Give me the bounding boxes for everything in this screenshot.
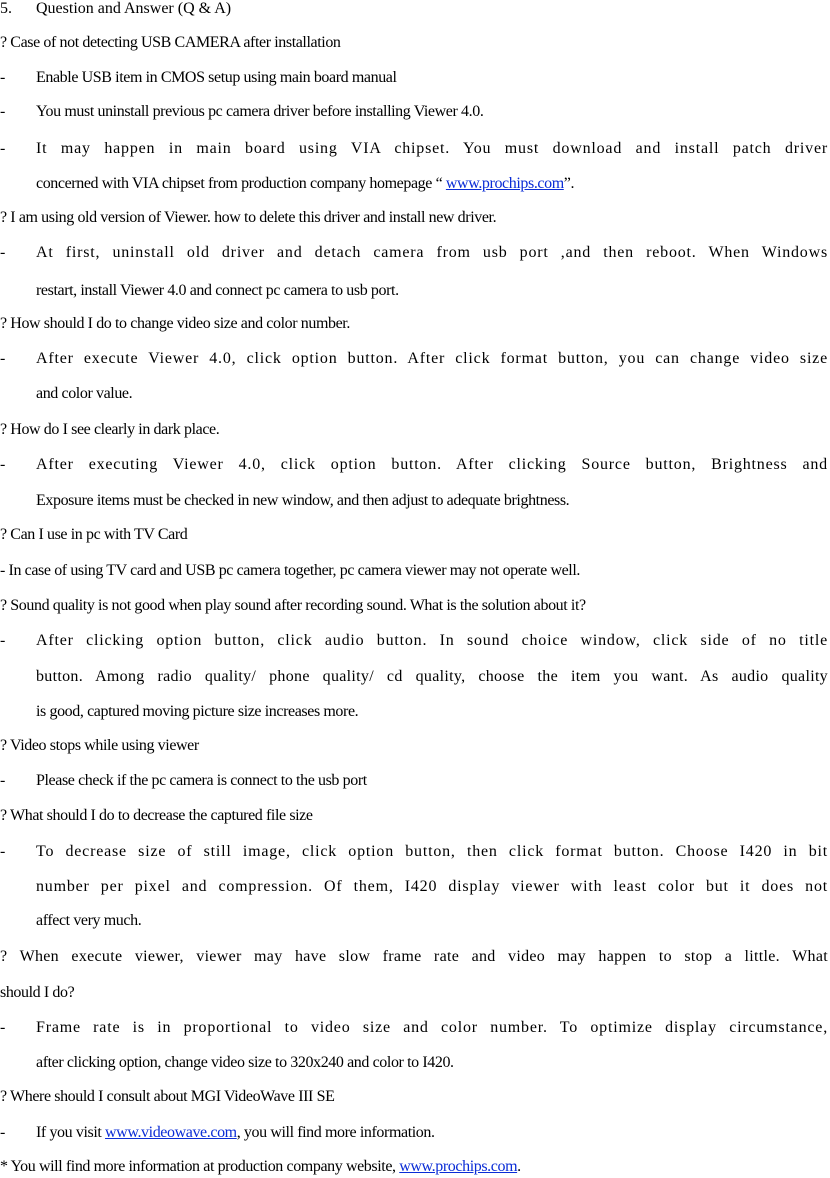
question-decrease-file-size: ? What should I do to decrease the captured file size <box>0 807 313 824</box>
answer-text: is good, captured moving picture size increases more. <box>36 703 359 720</box>
answer-text: Frame rate is in proportional to video size and color number. To optimize display circumstance, <box>36 1019 828 1036</box>
answer-text-part: concerned with VIA chipset from production company homepage “ <box>36 175 446 192</box>
answer-text: Exposure items must be checked in new window, and then adjust to adequate brightness. <box>36 492 570 509</box>
answer-text: and color value. <box>36 385 133 402</box>
answer-text: Please check if the pc camera is connect to the usb port <box>36 772 367 789</box>
question-delete-old-driver: ? I am using old version of Viewer. how to delete this driver and install new driver. <box>0 209 497 226</box>
answer-text-part: If you visit <box>36 1124 106 1141</box>
answer-tv-card: - In case of using TV card and USB pc camera together, pc camera viewer may not operate well. <box>0 562 580 579</box>
answer-text: It may happen in main board using VIA chipset. You must download and install patch driver <box>36 140 828 157</box>
section-heading <box>0 0 231 18</box>
footer-text-end: . <box>517 1158 521 1175</box>
section-number: 5. <box>0 0 12 17</box>
question-slow-frame-rate-cont: should I do? <box>0 984 75 1001</box>
dash-marker: - <box>0 632 6 649</box>
answer-text <box>36 1124 828 1142</box>
question-sound-quality: ? Sound quality is not good when play sound after recording sound. What is the solution about it? <box>0 597 586 614</box>
answer-text: Enable USB item in CMOS setup using main board manual <box>36 69 397 86</box>
answer-text: number per pixel and compression. Of them, I420 display viewer with least color but it does not <box>36 878 828 895</box>
videowave-link[interactable]: www.videowave.com <box>105 1124 237 1141</box>
question-slow-frame-rate: ? When execute viewer, viewer may have slow frame rate and video may happen to stop a little. What <box>0 948 828 965</box>
dash-marker: - <box>0 1124 6 1141</box>
footer-note <box>0 1158 521 1176</box>
dash-marker: - <box>0 244 6 261</box>
footer-prochips-link[interactable]: www.prochips.com <box>399 1158 518 1175</box>
answer-text: To decrease size of still image, click option button, then click format button. Choose I420 in bit <box>36 843 828 860</box>
question-mgi-videowave: ? Where should I consult about MGI VideoWave III SE <box>0 1088 335 1105</box>
answer-text-part: , you will find more information. <box>236 1124 435 1141</box>
dash-marker: - <box>0 772 6 789</box>
answer-text: At first, uninstall old driver and detach camera from usb port ,and then reboot. When Windows <box>36 244 828 261</box>
dash-marker: - <box>0 456 6 473</box>
footer-text: * You will find more information at production company website, <box>0 1158 400 1175</box>
prochips-link[interactable]: www.prochips.com <box>445 175 564 192</box>
dash-marker: - <box>0 843 6 860</box>
question-usb-camera-not-detected: ? Case of not detecting USB CAMERA after installation <box>0 34 341 51</box>
question-dark-place: ? How do I see clearly in dark place. <box>0 421 220 438</box>
answer-text: affect very much. <box>36 912 142 929</box>
dash-marker: - <box>0 1019 6 1036</box>
question-tv-card: ? Can I use in pc with TV Card <box>0 526 188 543</box>
dash-marker: - <box>0 140 6 157</box>
answer-text: You must uninstall previous pc camera driver before installing Viewer 4.0. <box>36 103 484 120</box>
answer-text: After clicking option button, click audio button. In sound choice window, click side of no title <box>36 632 828 649</box>
section-title: Question and Answer (Q & A) <box>36 0 232 17</box>
answer-text <box>36 175 828 193</box>
dash-marker: - <box>0 103 6 120</box>
answer-text: button. Among radio quality/ phone quality/ cd quality, choose the item you want. As audio quality <box>36 668 828 685</box>
question-video-stops: ? Video stops while using viewer <box>0 737 199 754</box>
answer-text: After executing Viewer 4.0, click option button. After clicking Source button, Brightness and <box>36 456 828 473</box>
answer-text-part: ”. <box>563 175 575 192</box>
answer-text: after clicking option, change video size to 320x240 and color to I420. <box>36 1054 454 1071</box>
dash-marker: - <box>0 69 6 86</box>
dash-marker: - <box>0 350 6 367</box>
question-change-video-size: ? How should I do to change video size and color number. <box>0 315 350 332</box>
answer-text: After execute Viewer 4.0, click option button. After click format button, you can change video size <box>36 350 828 367</box>
answer-text: restart, install Viewer 4.0 and connect pc camera to usb port. <box>36 282 399 299</box>
